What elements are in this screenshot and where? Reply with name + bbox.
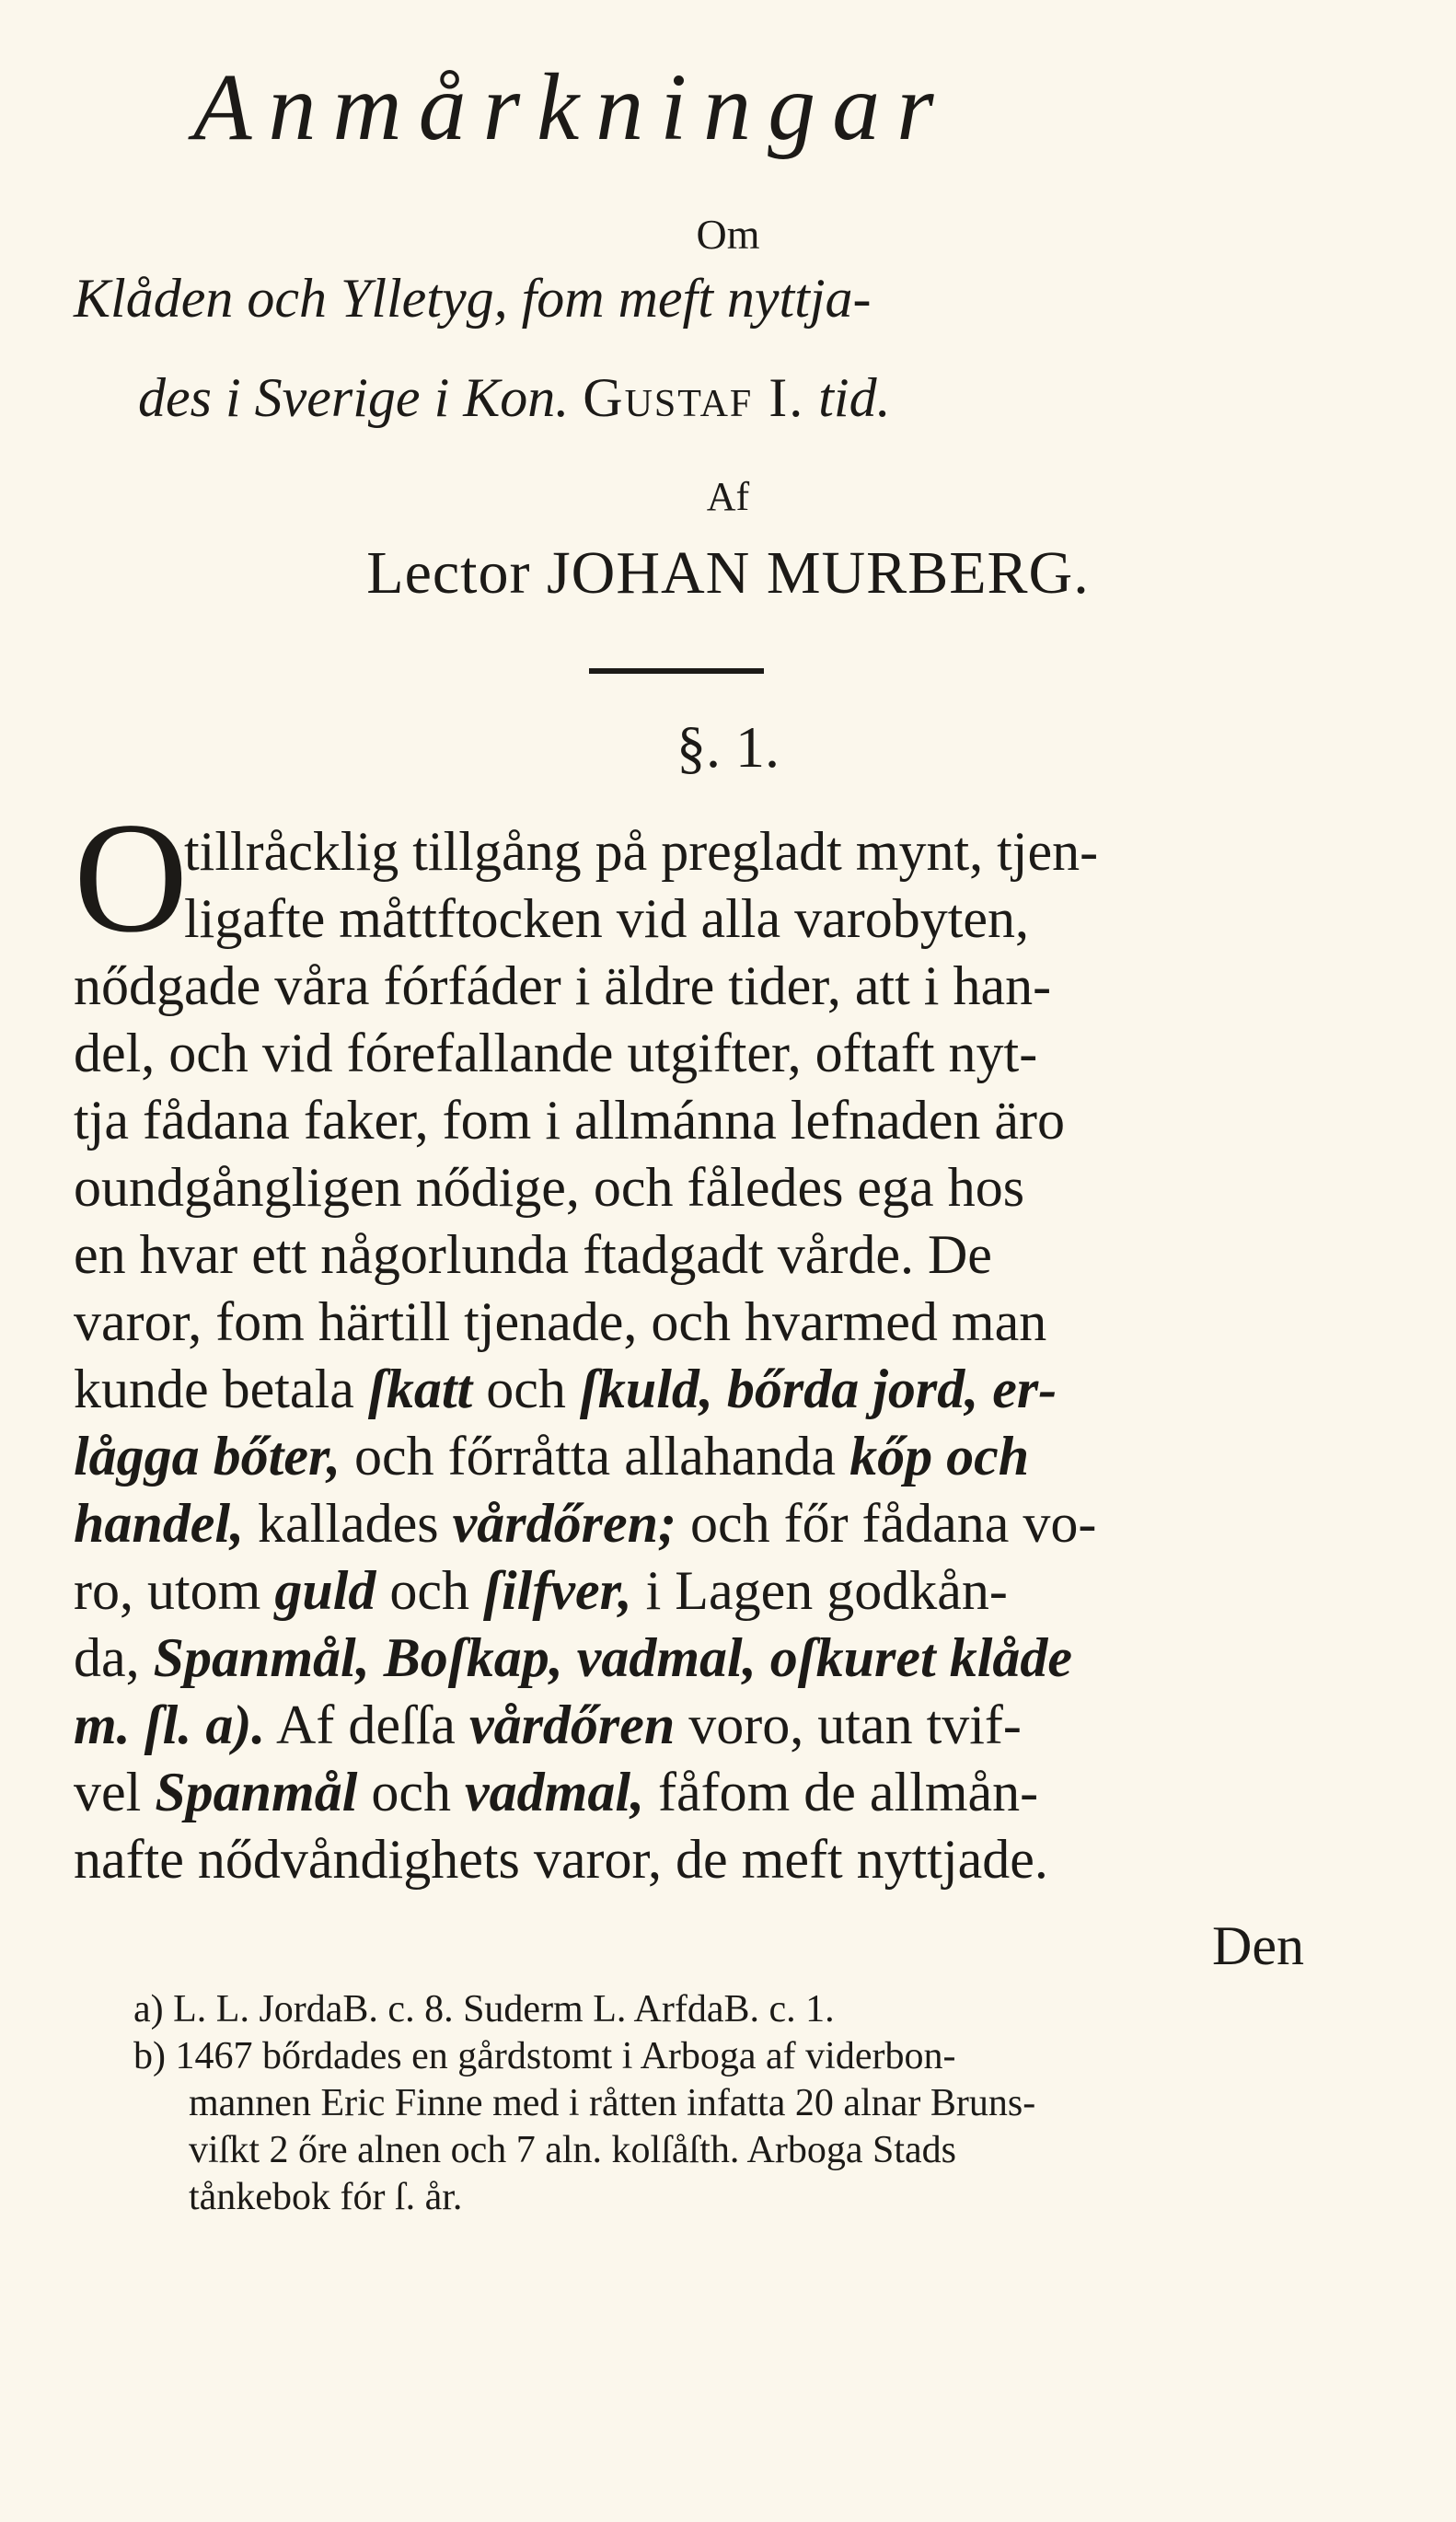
italic-term: vadmal, [465,1762,645,1822]
text-run: kunde betala [74,1359,354,1419]
body-line-14 [74,1697,1022,1753]
body-line-2: ligafte måttftocken vid alla varobyten, [184,888,1029,949]
divider-rule [589,668,764,674]
footnote-b-line-3: viſkt 2 őre alnen och 7 aln. kolſåſth. Arboga Stads [189,2129,957,2171]
text-run: ro, utom [74,1560,261,1621]
italic-term: lågga bőter, [74,1426,341,1487]
text-run: vel [74,1762,142,1822]
italic-term: handel, [74,1493,245,1554]
body-line-16: nafte nődvåndighets varor, de meft nyttjade. [74,1829,1048,1890]
italic-term: vårdőren; [452,1493,676,1554]
body-line-12 [74,1560,1008,1621]
text-run: da, [74,1627,140,1688]
subtitle-line-1: Klåden och Ylletyg, fom meft nyttja- [74,268,872,329]
body-line-7: en hvar ett någorlunda ftadgadt vårde. De [74,1224,992,1285]
italic-term: bőrda jord, [726,1359,979,1419]
footnote-b-line-1: b) 1467 bőrdades en gårdstomt i Arboga af viderbon- [133,2035,956,2077]
text-run: fåfom de allmån- [658,1762,1039,1822]
italic-term: kőp och [849,1426,1030,1487]
drop-cap: O [74,791,189,966]
text-run: och [371,1762,452,1822]
italic-term: vårdőren [468,1695,676,1755]
footnote-b-line-2: mannen Eric Finne med i råtten infatta 20 alnar Bruns- [189,2082,1036,2124]
title-om: Om [696,211,760,258]
section-number: §. 1. [676,714,780,780]
footnote-b-line-4: tånkebok fór ſ. år. [189,2176,463,2218]
italic-term: er- [992,1359,1057,1419]
page-title: Anmårkningar [193,54,951,160]
italic-term: guld [274,1560,376,1621]
body-line-11 [74,1493,1097,1554]
body-line-15 [74,1764,1038,1820]
byline-af: Af [706,474,750,519]
text-run: och [486,1359,566,1419]
text-run: kallades [258,1493,439,1554]
catchword: Den [1212,1915,1304,1976]
subtitle-king-name: Gustaf I. [583,367,805,428]
text-run: och [389,1560,470,1621]
text-run: voro, utan tvif- [688,1695,1022,1755]
body-line-4: del, och vid fórefallande utgifter, oftaft nyt- [74,1023,1038,1083]
text-run: i Lagen godkån- [645,1560,1008,1621]
body-line-6: oundgångligen nődige, och fåledes ega hos [74,1157,1025,1218]
text-run: och főr fådana vo- [689,1493,1097,1554]
text-run: Af deſſa [276,1695,456,1755]
footnote-a: a) L. L. JordaB. c. 8. Suderm L. ArfdaB. c. 1. [133,1988,835,2030]
subtitle-line-2-c: tid. [818,367,891,428]
body-line-9 [74,1361,1057,1417]
text-run: och főrråtta allahanda [354,1426,837,1487]
author-name: Lector JOHAN MURBERG. [366,539,1090,607]
subtitle-line-2 [138,364,1390,431]
body-line-3: nődgade våra fórfáder i äldre tider, att i han- [74,955,1052,1016]
italic-term: ſilfver, [483,1560,632,1621]
italic-term: m. ſl. a). [74,1695,266,1755]
subtitle-line-2-a: des i Sverige i Kon. [138,367,570,428]
italic-term: Spanmål, Boſkap, vadmal, oſkuret klåde [153,1627,1072,1688]
body-line-13 [74,1627,1072,1688]
italic-term: Spanmål [155,1762,358,1822]
body-line-10 [74,1426,1030,1487]
body-line-5: tja fådana faker, fom i allmánna lefnaden äro [74,1090,1066,1151]
italic-term: ſkuld, [579,1359,713,1419]
body-line-8: varor, fom härtill tjenade, och hvarmed man [74,1291,1047,1352]
italic-term: ſkatt [367,1359,473,1419]
body-line-1: tillråcklig tillgång på pregladt mynt, tjen- [184,821,1099,882]
